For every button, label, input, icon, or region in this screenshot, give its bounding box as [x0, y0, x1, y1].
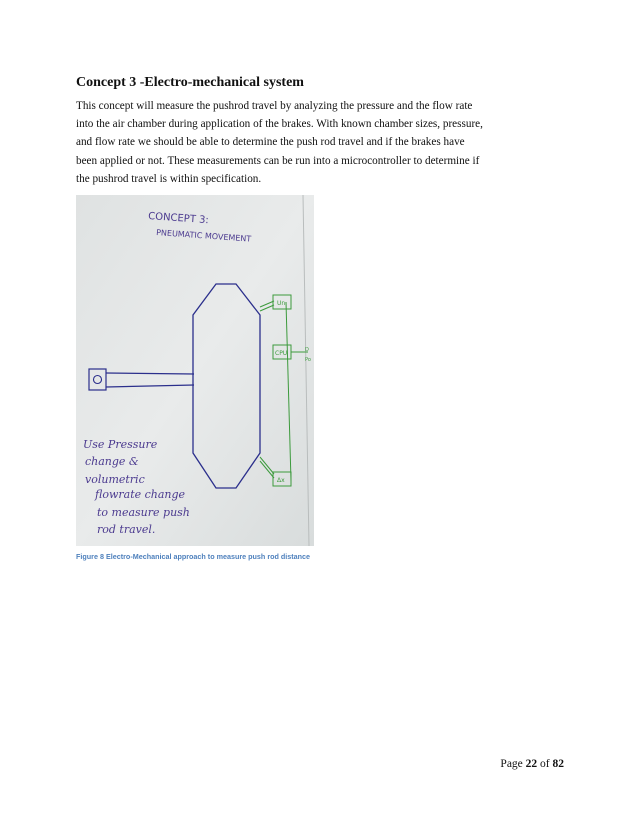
cpu-box-label: CPU — [275, 350, 288, 357]
sensor-box-top-label: Un — [277, 300, 286, 307]
section-heading: Concept 3 -Electro-mechanical system — [76, 75, 304, 90]
body-paragraph — [76, 97, 571, 188]
sketch-note-line: rod travel. — [97, 523, 156, 536]
sketch-note-line: Use Pressure — [83, 438, 158, 451]
footer-separator: of — [537, 758, 553, 770]
sketch-note-line: volumetric — [85, 473, 145, 486]
sketch-note-line: to measure push — [97, 506, 190, 519]
body-line: the pushrod travel is within specification. — [76, 172, 262, 185]
cpu-output-label-1: D — [305, 347, 309, 353]
sketch-drawing — [76, 195, 314, 546]
total-page-count: 82 — [552, 758, 564, 770]
footer-prefix: Page — [500, 758, 526, 770]
current-page-number: 22 — [525, 758, 538, 770]
sketch-title-line1: CONCEPT 3: — [147, 211, 210, 227]
cpu-output-label-2: Po — [305, 357, 311, 363]
body-line: been applied or not. These measurements can be run into a microcontroller to determine if — [76, 154, 480, 167]
page-number-footer — [500, 758, 564, 770]
sketch-title-line2: PNEUMATIC MOVEMENT — [155, 228, 252, 244]
sketch-note-line: flowrate change — [95, 488, 186, 501]
sensor-box-bottom-label: Δx — [277, 477, 285, 484]
sketch-note-line: change & — [85, 455, 139, 468]
figure-caption: Figure 8 Electro-Mechanical approach to measure push rod distance — [76, 552, 311, 561]
body-line: This concept will measure the pushrod travel by analyzing the pressure and the flow rate — [76, 100, 473, 112]
figure-sketch-photo — [76, 195, 314, 546]
body-line: and flow rate we should be able to determine the push rod travel and if the brakes have — [76, 136, 465, 149]
body-line: into the air chamber during application of the brakes. With known chamber sizes, pressure, — [76, 118, 483, 131]
